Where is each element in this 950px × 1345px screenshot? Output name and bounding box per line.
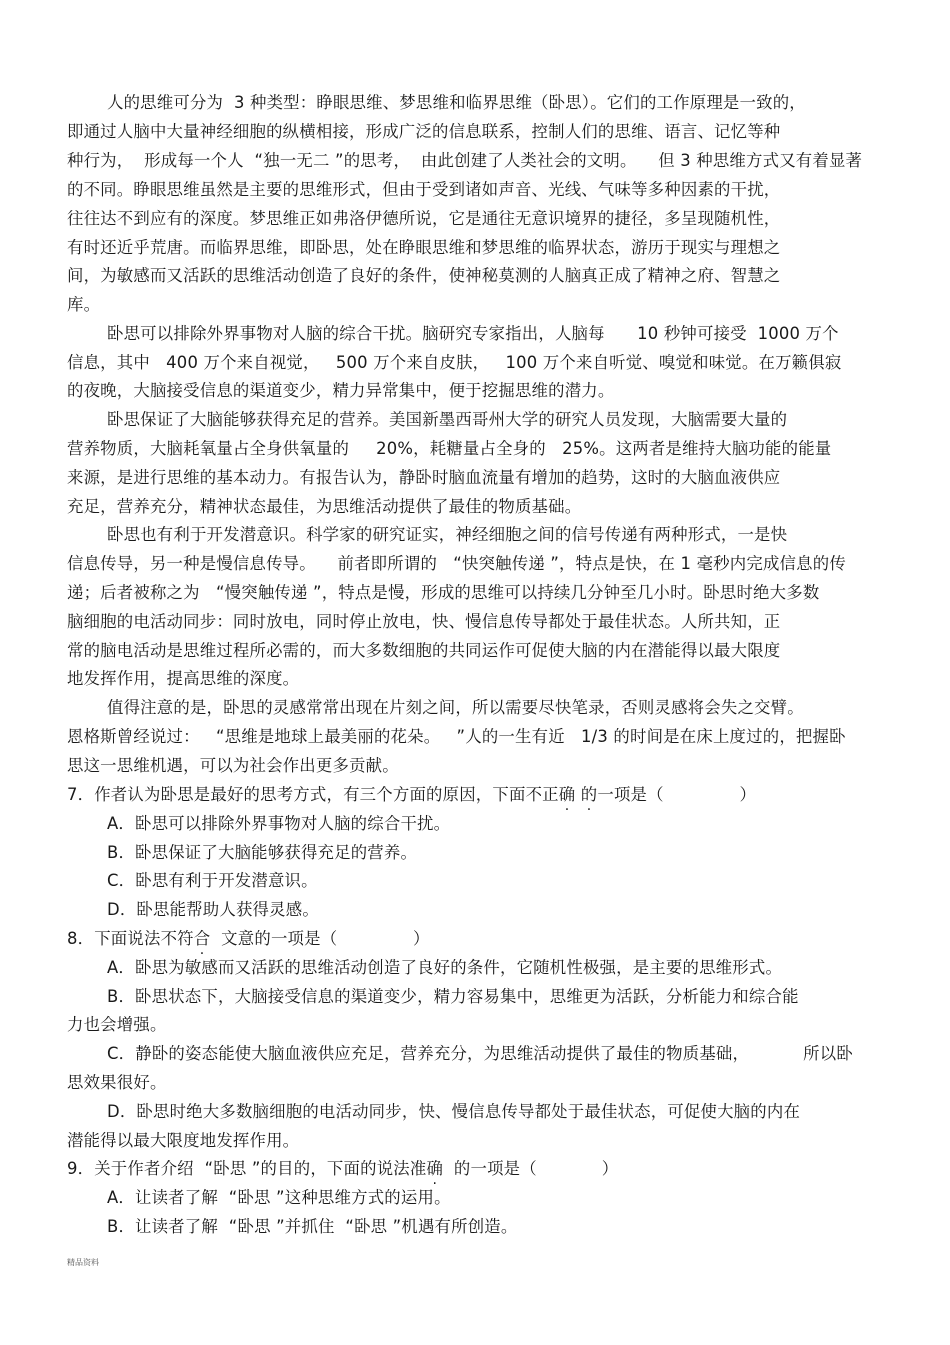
p4-line-2: 信息传导，另一种是慢信息传导。 前者即所谓的 “快突触传递 ”，特点是快，在 1 毫秒内完成信息的传	[67, 554, 846, 573]
question-8-option-b-line-1: B．卧思状态下，大脑接受信息的渠道变少，精力容易集中，思维更为活跃，分析能力和综合能	[107, 987, 799, 1006]
p1-line-7: 间，为敏感而又活跃的思维活动创造了良好的条件，使神秘莫测的人脑真正成了精神之府、智慧之	[67, 266, 781, 285]
p4-line-5: 常的脑电活动是思维过程所必需的，而大多数细胞的共同运作可促使大脑的内在潜能得以最大限度	[67, 641, 781, 660]
question-7-option-a: A．卧思可以排除外界事物对人脑的综合干扰。	[107, 814, 451, 833]
question-8-option-b-line-2: 力也会增强。	[67, 1015, 167, 1034]
p4-line-4: 脑细胞的电活动同步：同时放电，同时停止放电，快、慢信息传导都处于最佳状态。人所共知，正	[67, 612, 781, 631]
question-9-option-b: B．让读者了解 “卧思 ”并抓住 “卧思 ”机遇有所创造。	[107, 1217, 518, 1236]
p3-line-1: 卧思保证了大脑能够获得充足的营养。美国新墨西哥州大学的研究人员发现，大脑需要大量的	[107, 410, 788, 429]
p4-line-3: 递；后者被称之为 “慢突触传递 ”，特点是慢，形成的思维可以持续几分钟至几小时。卧思时绝大多数	[67, 583, 820, 602]
p1-line-5: 往往达不到应有的深度。梦思维正如弗洛伊德所说，它是通往无意识境界的捷径，多呈现随机性，	[67, 209, 781, 228]
p3-line-2: 营养物质，大脑耗氧量占全身供氧量的 20%，耗糖量占全身的 25%。这两者是维持大脑功能的能量	[67, 439, 832, 458]
question-8-option-c-line-1: C．静卧的姿态能使大脑血液供应充足，营养充分，为思维活动提供了最佳的物质基础， 所以卧	[107, 1044, 853, 1063]
question-8-option-d-line-2: 潜能得以最大限度地发挥作用。	[67, 1131, 300, 1150]
p3-line-3: 来源，是进行思维的基本动力。有报告认为，静卧时脑血流量有增加的趋势，这时的大脑血液供应	[67, 468, 781, 487]
question-9-option-a: A．让读者了解 “卧思 ”这种思维方式的运用。	[107, 1188, 451, 1207]
p1-line-1: 人的思维可分为 3 种类型：睁眼思维、梦思维和临界思维（卧思）。它们的工作原理是一致的，	[107, 93, 806, 112]
page-footer: 精品资料	[67, 1258, 99, 1267]
p4-line-6: 地发挥作用，提高思维的深度。	[67, 669, 300, 688]
p1-line-3: 种行为， 形成每一个人 “独一无二 ”的思考， 由此创建了人类社会的文明。 但 3 种思维方式又有着显著	[67, 151, 863, 170]
p5-line-3: 思这一思维机遇，可以为社会作出更多贡献。	[67, 756, 399, 775]
question-9-stem: 9．关于作者介绍 “卧思 ”的目的，下面的说法准确 的一项是（ ）	[67, 1159, 619, 1178]
p5-line-1: 值得注意的是，卧思的灵感常常出现在片刻之间，所以需要尽快笔录，否则灵感将会失之交臂。	[107, 698, 804, 717]
question-7-option-d: D．卧思能帮助人获得灵感。	[107, 900, 319, 919]
p2-line-1: 卧思可以排除外界事物对人脑的综合干扰。脑研究专家指出，人脑每 10 秒钟可接受 1000 万个	[107, 324, 839, 343]
p1-line-6: 有时还近乎荒唐。而临界思维，即卧思，处在睁眼思维和梦思维的临界状态，游历于现实与理想之	[67, 238, 781, 257]
p3-line-4: 充足，营养充分，精神状态最佳，为思维活动提供了最佳的物质基础。	[67, 497, 582, 516]
p4-line-1: 卧思也有利于开发潜意识。科学家的研究证实，神经细胞之间的信号传递有两种形式，一是快	[107, 525, 788, 544]
p1-line-2: 即通过人脑中大量神经细胞的纵横相接，形成广泛的信息联系，控制人们的思维、语言、记忆等种	[67, 122, 781, 141]
question-8-option-c-line-2: 思效果很好。	[67, 1073, 167, 1092]
p1-line-8: 库。	[67, 295, 101, 314]
p2-line-2: 信息，其中 400 万个来自视觉， 500 万个来自皮肤， 100 万个来自听觉、嗅觉和味觉。在万籁俱寂	[67, 353, 842, 372]
p2-line-3: 的夜晚，大脑接受信息的渠道变少，精力异常集中，便于挖掘思维的潜力。	[67, 381, 615, 400]
question-8-stem: 8．下面说法不符合 文意的一项是（ ）	[67, 929, 430, 948]
p1-line-4: 的不同。睁眼思维虽然是主要的思维形式，但由于受到诸如声音、光线、气味等多种因素的干扰，	[67, 180, 781, 199]
question-7-option-b: B．卧思保证了大脑能够获得充足的营养。	[107, 843, 418, 862]
question-8-option-a: A．卧思为敏感而又活跃的思维活动创造了良好的条件，它随机性极强，是主要的思维形式。	[107, 958, 783, 977]
p5-line-2: 恩格斯曾经说过： “思维是地球上最美丽的花朵。 ”人的一生有近 1/3 的时间是在床上度过的，把握卧	[67, 727, 846, 746]
question-8-option-d-line-1: D．卧思时绝大多数脑细胞的电活动同步，快、慢信息传导都处于最佳状态，可促使大脑的内在	[107, 1102, 801, 1121]
question-7-option-c: C．卧思有利于开发潜意识。	[107, 871, 318, 890]
question-7-stem: 7．作者认为卧思是最好的思考方式，有三个方面的原因，下面不正确 的一项是（ ）	[67, 785, 757, 804]
